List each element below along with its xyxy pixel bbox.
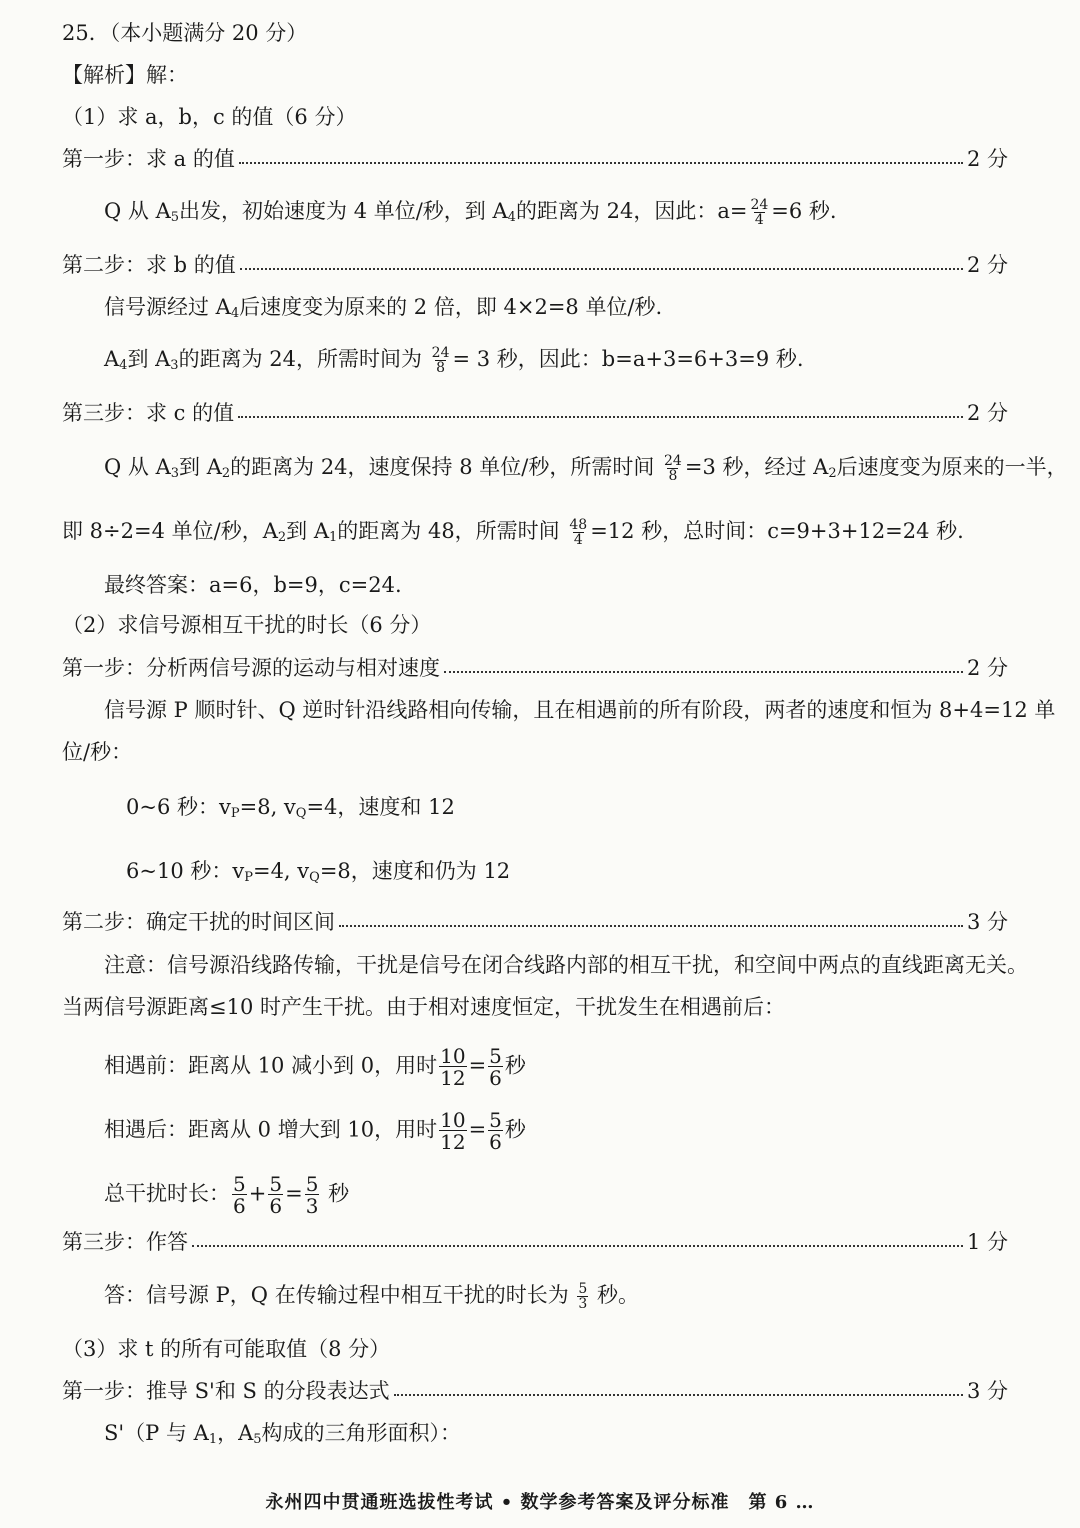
step-label: 第三步：求 c 的值 (62, 401, 235, 425)
part2-title: （2）求信号源相互干扰的时长（6 分） (62, 613, 432, 637)
step-score: 3 分 (966, 1379, 1008, 1403)
part2-step3-row (62, 1227, 1008, 1257)
step-score: 2 分 (966, 253, 1008, 277)
page-footer: 永州四中贯通班选拔性考试 • 数学参考答案及评分标准 第 6 … (265, 1492, 815, 1513)
part2-step2-row (62, 907, 1008, 937)
fraction: $\frac{24}{8}$ (431, 345, 450, 376)
fraction: $\frac{10}{12}$ (440, 1108, 466, 1154)
dot-leader (239, 162, 963, 164)
dot-leader (238, 416, 963, 418)
part3-step1-row (62, 1376, 1008, 1406)
part2-note-line2: 当两信号源距离≤10 时产生干扰。由于相对速度恒定，干扰发生在相遇前后： (62, 995, 785, 1019)
fraction: $\frac{5}{6}$ (233, 1172, 246, 1218)
part1-step2-row (62, 250, 1008, 280)
part2-phase2: 6~10 秒：$v_P=4$, $v_Q=8$，速度和仍为 12 (126, 859, 511, 885)
fraction: $\frac{5}{6}$ (489, 1108, 502, 1154)
fraction: $\frac{5}{6}$ (269, 1172, 283, 1218)
step-score: 2 分 (966, 401, 1008, 425)
part1-step3-line2: 即 8÷2=4 单位/秒，$A_2$到 $A_1$的距离为 48，所需时间 $\frac{48}{4}$ =12 秒，总时间：c=9+3+12=24 秒. (62, 517, 964, 548)
part3-title: （3）求 t 的所有可能取值（8 分） (62, 1337, 391, 1361)
step-score: 1 分 (966, 1230, 1008, 1254)
fraction: $\frac{5}{3}$ (578, 1281, 588, 1312)
part2-before-meet: 相遇前：距离从 10 减小到 0，用时 $\frac{10}{12}$ = $\frac{5}{6}$ 秒 (104, 1044, 526, 1090)
part2-note-line1: 注意：信号源沿线路传输，干扰是信号在闭合线路内部的相互干扰，和空间中两点的直线距离无关。 (104, 953, 1028, 977)
fraction: $\frac{24}{8}$ (664, 453, 682, 484)
part1-step2-line1: 信号源经过 $A_4$后速度变为原来的 2 倍，即 4×2=8 单位/秒. (104, 295, 663, 321)
step-score: 2 分 (966, 147, 1008, 171)
problem-number: 25．（本小题满分 20 分） (62, 21, 308, 45)
part1-title: （1）求 a，b，c 的值（6 分） (62, 105, 357, 129)
part1-step1-text: Q 从 $A_5$出发，初始速度为 4 单位/秒，到 $A_4$的距离为 24，因此：a= $\frac{24}{4}$ =6 秒. (104, 197, 837, 228)
fraction: $\frac{24}{4}$ (750, 197, 769, 228)
dot-leader (192, 1245, 963, 1247)
step-score: 2 分 (966, 656, 1008, 680)
step-label: 第二步：求 b 的值 (62, 253, 236, 277)
part2-after-meet: 相遇后：距离从 0 增大到 10，用时 $\frac{10}{12}$ = $\frac{5}{6}$ 秒 (104, 1108, 526, 1154)
dot-leader (394, 1394, 963, 1396)
step-label: 第一步：分析两信号源的运动与相对速度 (62, 656, 440, 680)
part2-step1-line1: 信号源 P 顺时针、Q 逆时针沿线路相向传输，且在相遇前的所有阶段，两者的速度和恒为 8+4=12 单 (104, 698, 1056, 722)
part2-total-time: 总干扰时长： $\frac{5}{6}$ + $\frac{5}{6}$ = $\frac{5}{3}$ 秒 (104, 1172, 350, 1218)
part3-line1: S'（P 与 $A_1$，$A_5$构成的三角形面积）： (104, 1421, 462, 1447)
fraction: $\frac{5}{6}$ (489, 1044, 502, 1090)
fraction: $\frac{10}{12}$ (440, 1044, 466, 1090)
dot-leader (339, 925, 963, 927)
fraction: $\frac{5}{3}$ (305, 1172, 319, 1218)
part1-final-answer: 最终答案：a=6，b=9，c=24. (104, 573, 402, 597)
part1-step2-line2: $A_4$到 $A_3$的距离为 24，所需时间为 $\frac{24}{8}$ = 3 秒，因此：b=a+3=6+3=9 秒. (104, 345, 804, 376)
step-label: 第二步：确定干扰的时间区间 (62, 910, 335, 934)
part1-step3-line1: Q 从 $A_3$到 $A_2$的距离为 24，速度保持 8 单位/秒，所需时间 $\frac{24}{8}$ =3 秒，经过 $A_2$后速度变为原来的一半， (104, 453, 1068, 484)
dot-leader (444, 671, 963, 673)
step-label: 第三步：作答 (62, 1230, 188, 1254)
part2-step1-line2: 位/秒： (62, 740, 133, 764)
step-label: 第一步：求 a 的值 (62, 147, 235, 171)
part1-step1-row (62, 144, 1008, 174)
fraction: $\frac{48}{4}$ (569, 517, 588, 548)
part2-phase1: 0~6 秒：$v_P=8$, $v_Q=4$，速度和 12 (126, 795, 455, 821)
part2-step1-row (62, 653, 1008, 683)
analysis-heading: 【解析】解： (62, 63, 188, 87)
part2-answer: 答：信号源 P，Q 在传输过程中相互干扰的时长为 $\frac{5}{3}$ 秒。 (104, 1281, 639, 1312)
part1-step3-row (62, 398, 1008, 428)
step-label: 第一步：推导 S'和 S 的分段表达式 (62, 1379, 390, 1403)
step-score: 3 分 (966, 910, 1008, 934)
dot-leader (240, 268, 963, 270)
